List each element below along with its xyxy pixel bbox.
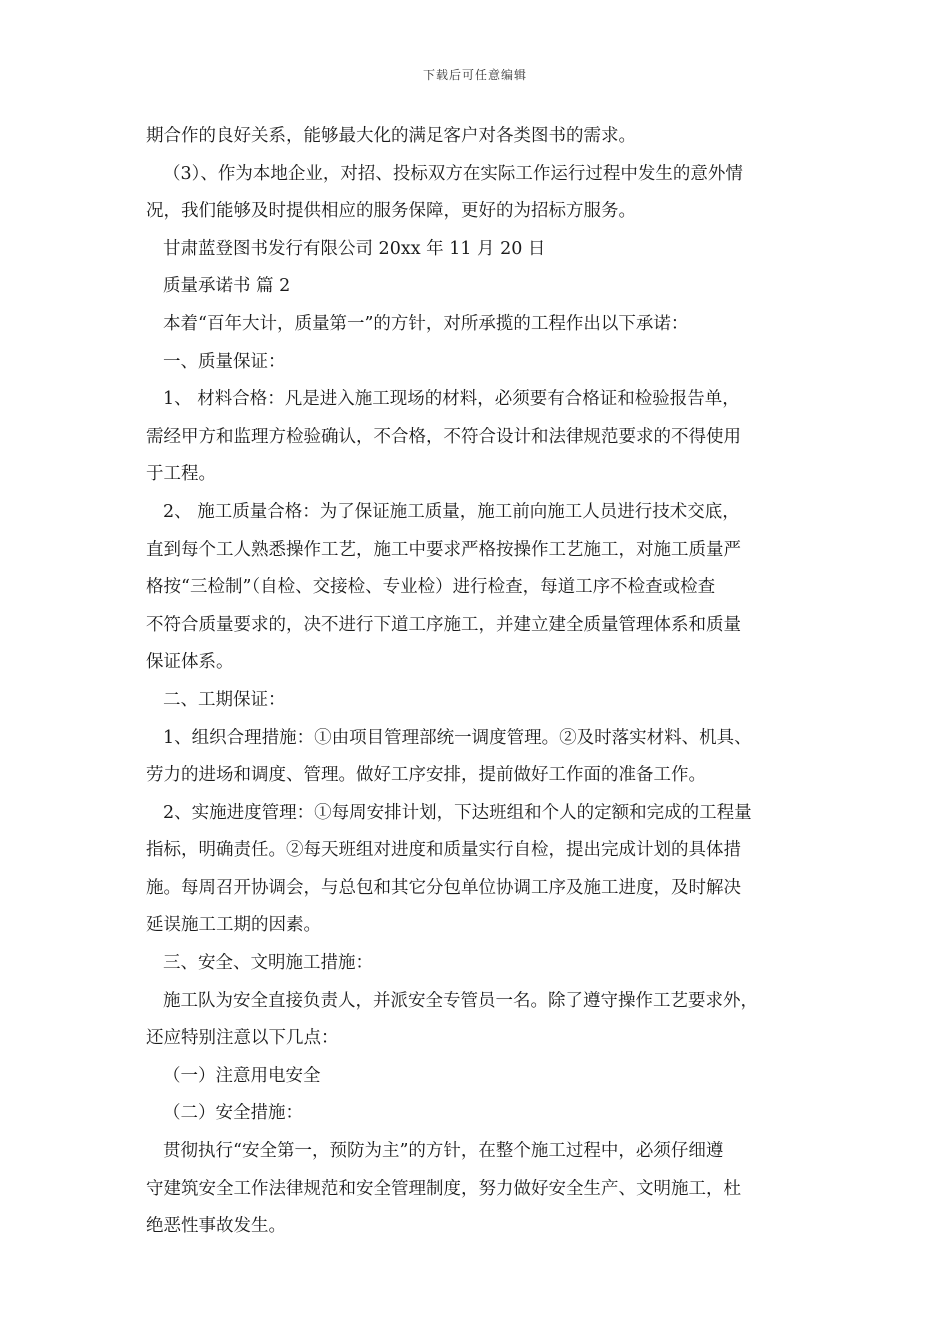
- text-line: （3）、作为本地企业，对招、投标双方在实际工作运行过程中发生的意外情: [163, 163, 743, 184]
- text-line: 施工队为安全直接负责人，并派安全专管员一名。除了遵守操作工艺要求外，: [163, 990, 758, 1011]
- text-line: 甘肃蓝登图书发行有限公司 20xx 年 11 月 20 日: [163, 238, 546, 259]
- page-header: 下载后可任意编辑: [422, 68, 527, 82]
- text-line: 一、质量保证：: [163, 351, 286, 372]
- text-line: 三、安全、文明施工措施：: [163, 953, 373, 974]
- text-line: 保证体系。: [146, 652, 234, 673]
- text-line: 不符合质量要求的，决不进行下道工序施工，并建立建全质量管理体系和质量: [146, 614, 741, 635]
- text-line: 格按“三检制”（自检、交接检、专业检）进行检查，每道工序不检查或检查: [146, 577, 716, 598]
- text-line: 1、 材料合格：凡是进入施工现场的材料，必须要有合格证和检验报告单，: [163, 389, 740, 410]
- text-line: 延误施工工期的因素。: [146, 915, 321, 936]
- text-line: 劳力的进场和调度、管理。做好工序安排，提前做好工作面的准备工作。: [146, 765, 706, 786]
- text-line: （二）安全措施：: [163, 1103, 303, 1124]
- text-line: 还应特别注意以下几点：: [146, 1028, 339, 1049]
- text-line: 指标，明确责任。②每天班组对进度和质量实行自检，提出完成计划的具体措: [146, 840, 741, 861]
- text-line: 1、组织合理措施：①由项目管理部统一调度管理。②及时落实材料、机具、: [163, 727, 752, 748]
- text-line: 期合作的良好关系，能够最大化的满足客户对各类图书的需求。: [146, 126, 636, 146]
- text-line: 本着“百年大计，质量第一”的方针，对所承揽的工程作出以下承诺：: [163, 313, 689, 334]
- text-line: 于工程。: [146, 464, 216, 485]
- text-line: 需经甲方和监理方检验确认，不合格，不符合设计和法律规范要求的不得使用: [146, 426, 741, 447]
- text-line: 2、实施进度管理：①每周安排计划，下达班组和个人的定额和完成的工程量: [163, 802, 752, 823]
- text-line: （一）注意用电安全: [163, 1065, 321, 1086]
- text-line: 绝恶性事故发生。: [146, 1216, 286, 1237]
- text-line: 质量承诺书 篇 2: [163, 276, 291, 297]
- document-body: [146, 118, 826, 1246]
- text-line: 二、工期保证：: [163, 689, 286, 710]
- text-line: 况，我们能够及时提供相应的服务保障，更好的为招标方服务。: [146, 201, 636, 222]
- text-line: 贯彻执行“安全第一，预防为主”的方针，在整个施工过程中，必须仔细遵: [163, 1141, 724, 1162]
- text-line: 守建筑安全工作法律规范和安全管理制度，努力做好安全生产、文明施工，杜: [146, 1178, 741, 1199]
- text-line: 2、 施工质量合格：为了保证施工质量，施工前向施工人员进行技术交底，: [163, 501, 740, 522]
- text-line: 直到每个工人熟悉操作工艺，施工中要求严格按操作工艺施工，对施工质量严: [146, 539, 741, 560]
- text-line: 施。每周召开协调会，与总包和其它分包单位协调工序及施工进度，及时解决: [146, 877, 741, 898]
